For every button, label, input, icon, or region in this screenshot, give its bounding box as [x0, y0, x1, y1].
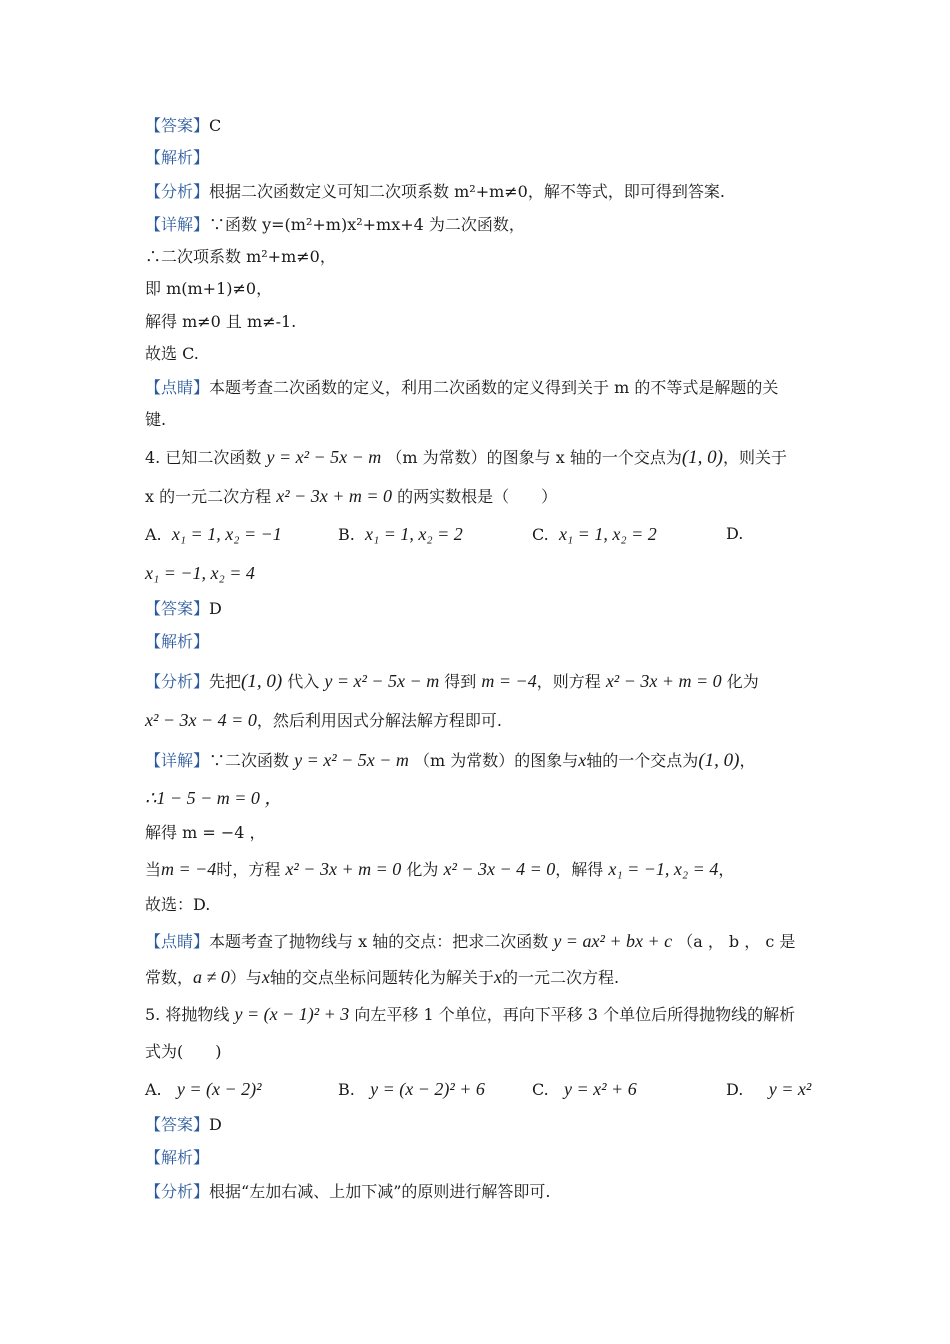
detail-step-1: ∴二次项系数 m²+m≠0， — [145, 247, 336, 266]
analysis-text-q3: 【分析】根据二次函数定义可知二次项系数 m²+m≠0，解不等式，即可得到答案. — [145, 182, 725, 201]
analysis-label-q4: 【解析】 — [145, 632, 210, 651]
detail-step-q4-1: ∴1 − 5 − m = 0 ， — [145, 788, 283, 808]
question-4-stem-cont: x 的一元二次方程 x² − 3x + m = 0 的两实数根是（ ） — [145, 486, 558, 506]
comment-text-q3-cont: 键. — [145, 410, 167, 429]
comment-text-q4: 【点睛】本题考查了抛物线与 x 轴的交点：把求二次函数 y = ax² + bx + c （a ， b ， c 是 — [145, 931, 796, 951]
question-4-stem: 4. 已知二次函数 y = x² − 5x − m （m 为常数）的图象与 x 轴的一个交点为(1, 0)，则关于 — [145, 447, 787, 468]
q5-option-c: C. y = x² + 6 — [532, 1079, 637, 1099]
q5-option-a: A. y = (x − 2)² — [145, 1079, 262, 1099]
detail-step-q4-2: 解得 m = −4 ， — [145, 823, 266, 842]
comment-text-q3: 【点睛】本题考查二次函数的定义，利用二次函数的定义得到关于 m 的不等式是解题的关 — [145, 378, 779, 397]
detail-text-q4: 【详解】∵二次函数 y = x² − 5x − m （m 为常数）的图象与x轴的一个交点为(1, 0)， — [145, 750, 756, 771]
detail-step-2: 即 m(m+1)≠0， — [145, 279, 273, 298]
q4-option-d: D. — [726, 524, 744, 543]
analysis-text-q4: 【分析】先把(1, 0) 代入 y = x² − 5x − m 得到 m = −4，则方程 x² − 3x + m = 0 化为 — [145, 671, 759, 692]
answer-label-q4: 【答案】D — [145, 599, 222, 618]
choice-text-q3: 故选 C. — [145, 344, 199, 363]
answer-label-q3: 【答案】C — [145, 116, 222, 135]
q4-option-b: B. x₁ = 1, x₂ = 2 — [338, 524, 463, 544]
q4-option-d-value: x₁ = −1, x₂ = 4 — [145, 563, 255, 583]
comment-text-q4-cont: 常数，a ≠ 0）与x轴的交点坐标问题转化为解关于x的一元二次方程. — [145, 967, 620, 987]
detail-text-q3: 【详解】∵函数 y=(m²+m)x²+mx+4 为二次函数， — [145, 215, 525, 234]
analysis-label-q5: 【解析】 — [145, 1148, 210, 1167]
q5-option-d: D. y = x² — [726, 1079, 812, 1099]
q4-option-c: C. x₁ = 1, x₂ = 2 — [532, 524, 657, 544]
answer-label-q5: 【答案】D — [145, 1115, 222, 1134]
q4-option-a: A. x₁ = 1, x₂ = −1 — [145, 524, 282, 544]
detail-step-3: 解得 m≠0 且 m≠-1. — [145, 312, 297, 331]
analysis-label-q3: 【解析】 — [145, 148, 210, 167]
analysis-text-q4-cont: x² − 3x − 4 = 0，然后利用因式分解法解方程即可. — [145, 710, 502, 730]
question-5-stem-cont: 式为( ) — [145, 1042, 222, 1061]
detail-step-q4-3: 当m = −4时，方程 x² − 3x + m = 0 化为 x² − 3x − 4 = 0，解得 x₁ = −1, x₂ = 4， — [145, 859, 735, 879]
analysis-text-q5: 【分析】根据“左加右减、上加下减”的原则进行解答即可. — [145, 1182, 551, 1201]
choice-text-q4: 故选：D. — [145, 895, 211, 914]
q5-option-b: B. y = (x − 2)² + 6 — [338, 1079, 485, 1099]
question-5-stem: 5. 将抛物线 y = (x − 1)² + 3 向左平移 1 个单位，再向下平移 3 个单位后所得抛物线的解析 — [145, 1004, 796, 1024]
